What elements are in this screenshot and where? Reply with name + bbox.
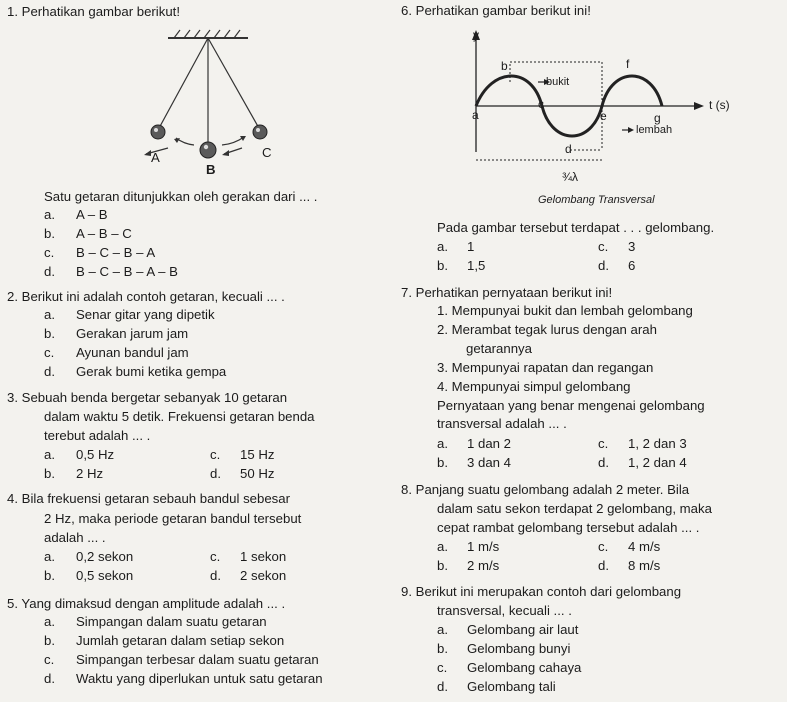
q8-option-a[interactable]: 1 m/s: [467, 539, 500, 554]
q3-option-label: c.: [210, 447, 221, 462]
q5-option-b[interactable]: Jumlah getaran dalam setiap sekon: [76, 633, 285, 648]
q5-option-label: d.: [44, 671, 55, 686]
q1-stem: 1. Perhatikan gambar berikut!: [7, 4, 180, 19]
q1-option-a[interactable]: A – B: [76, 207, 108, 222]
q1-option-label: a.: [44, 207, 55, 222]
wave-label-e: e: [600, 109, 607, 123]
q7-option-label: b.: [437, 455, 448, 470]
wave-label-c: c: [538, 97, 544, 111]
pendulum-figure: [140, 26, 300, 176]
q6-option-b[interactable]: 1,5: [467, 258, 486, 273]
q7-option-label: a.: [437, 436, 448, 451]
wave-label-f: f: [626, 57, 630, 71]
q1-option-b[interactable]: A – B – C: [76, 226, 132, 241]
q7-option-label: c.: [598, 436, 609, 451]
q1-option-label: d.: [44, 264, 55, 279]
wave-label-b: b: [501, 59, 508, 73]
q5-option-label: a.: [44, 614, 55, 629]
q2-stem: 2. Berikut ini adalah contoh getaran, kecuali ... .: [7, 289, 285, 304]
q6-option-label: d.: [598, 258, 609, 273]
q5-option-a[interactable]: Simpangan dalam suatu getaran: [76, 614, 267, 629]
q3-option-d[interactable]: 50 Hz: [240, 466, 275, 481]
q7-option-label: d.: [598, 455, 609, 470]
q2-option-d[interactable]: Gerak bumi ketika gempa: [76, 364, 227, 379]
q1-option-label: c.: [44, 245, 55, 260]
q2-option-b[interactable]: Gerakan jarum jam: [76, 326, 189, 341]
q4-line: adalah ... .: [44, 530, 106, 545]
q4-option-label: d.: [210, 568, 221, 583]
q5-option-label: c.: [44, 652, 55, 667]
q3-line: 3. Sebuah benda bergetar sebanyak 10 getaran: [7, 390, 288, 405]
pendulum-label-a: A: [151, 150, 160, 165]
q9-option-c[interactable]: Gelombang cahaya: [467, 660, 582, 675]
q8-option-label: c.: [598, 539, 609, 554]
q2-option-label: d.: [44, 364, 55, 379]
q4-option-label: c.: [210, 549, 221, 564]
q4-option-label: a.: [44, 549, 55, 564]
q4-option-c[interactable]: 1 sekon: [240, 549, 287, 564]
wave-label-a: a: [472, 108, 479, 122]
q7-option-a[interactable]: 1 dan 2: [467, 436, 511, 451]
q3-line: dalam waktu 5 detik. Frekuensi getaran benda: [44, 409, 315, 424]
q4-line: 4. Bila frekuensi getaran sebauh bandul sebesar: [7, 491, 290, 506]
q3-option-label: d.: [210, 466, 221, 481]
wave-label-lambda: ¾λ: [562, 170, 579, 184]
q7-option-c[interactable]: 1, 2 dan 3: [628, 436, 687, 451]
q7-line: transversal adalah ... .: [437, 416, 567, 431]
q9-line: transversal, kecuali ... .: [437, 603, 572, 618]
q3-option-label: b.: [44, 466, 55, 481]
q3-option-b[interactable]: 2 Hz: [76, 466, 104, 481]
q6-question: Pada gambar tersebut terdapat . . . gelombang.: [437, 220, 715, 235]
wave-label-bukit: bukit: [546, 76, 570, 88]
wave-caption: Gelombang Transversal: [538, 194, 655, 206]
q3-option-c[interactable]: 15 Hz: [240, 447, 275, 462]
q8-option-c[interactable]: 4 m/s: [628, 539, 661, 554]
q8-option-label: d.: [598, 558, 609, 573]
q9-option-label: a.: [437, 622, 448, 637]
q4-option-a[interactable]: 0,2 sekon: [76, 549, 134, 564]
q7-item: getarannya: [466, 341, 532, 356]
wave-label-y: y: [473, 28, 479, 42]
q8-line: 8. Panjang suatu gelombang adalah 2 meter. Bila: [401, 482, 690, 497]
wave-label-t: t (s): [709, 98, 730, 112]
q9-option-label: b.: [437, 641, 448, 656]
q8-option-d[interactable]: 8 m/s: [628, 558, 661, 573]
q5-stem: 5. Yang dimaksud dengan amplitude adalah ... .: [7, 596, 286, 611]
q1-option-label: b.: [44, 226, 55, 241]
q7-option-b[interactable]: 3 dan 4: [467, 455, 511, 470]
q4-option-b[interactable]: 0,5 sekon: [76, 568, 134, 583]
q4-line: 2 Hz, maka periode getaran bandul tersebut: [44, 511, 302, 526]
q6-option-d[interactable]: 6: [628, 258, 636, 273]
q9-option-a[interactable]: Gelombang air laut: [467, 622, 579, 637]
bob-a: [151, 125, 165, 139]
wave-label-g: g: [654, 111, 661, 125]
q8-option-label: a.: [437, 539, 448, 554]
q4-option-label: b.: [44, 568, 55, 583]
q5-option-c[interactable]: Simpangan terbesar dalam suatu getaran: [76, 652, 319, 667]
q9-option-d[interactable]: Gelombang tali: [467, 679, 556, 694]
q2-option-a[interactable]: Senar gitar yang dipetik: [76, 307, 215, 322]
q6-option-label: a.: [437, 239, 448, 254]
q3-option-a[interactable]: 0,5 Hz: [76, 447, 115, 462]
q9-option-label: c.: [437, 660, 448, 675]
q7-item: 4. Mempunyai simpul gelombang: [437, 379, 631, 394]
q2-option-label: b.: [44, 326, 55, 341]
wave-label-d: d: [565, 142, 572, 156]
q1-question: Satu getaran ditunjukkan oleh gerakan dari ... .: [44, 189, 318, 204]
q7-item: 2. Merambat tegak lurus dengan arah: [437, 322, 657, 337]
q4-option-d[interactable]: 2 sekon: [240, 568, 287, 583]
q2-option-label: a.: [44, 307, 55, 322]
q6-option-label: c.: [598, 239, 609, 254]
q5-option-d[interactable]: Waktu yang diperlukan untuk satu getaran: [76, 671, 323, 686]
q8-option-b[interactable]: 2 m/s: [467, 558, 500, 573]
q6-option-a[interactable]: 1: [467, 239, 475, 254]
bob-c: [253, 125, 267, 139]
pendulum-label-b: B: [206, 162, 216, 177]
q7-stem: 7. Perhatikan pernyataan berikut ini!: [401, 285, 613, 300]
q5-option-label: b.: [44, 633, 55, 648]
q2-option-label: c.: [44, 345, 55, 360]
q7-option-d[interactable]: 1, 2 dan 4: [628, 455, 687, 470]
q6-option-c[interactable]: 3: [628, 239, 636, 254]
q7-item: 3. Mempunyai rapatan dan regangan: [437, 360, 654, 375]
q7-line: Pernyataan yang benar mengenai gelombang: [437, 398, 705, 413]
q6-option-label: b.: [437, 258, 448, 273]
wave-label-lembah: lembah: [636, 124, 673, 136]
q1-option-c[interactable]: B – C – B – A: [76, 245, 156, 260]
q3-option-label: a.: [44, 447, 55, 462]
q8-line: cepat rambat gelombang tersebut adalah ... .: [437, 520, 700, 535]
pendulum-label-c: C: [262, 145, 272, 160]
q9-option-label: d.: [437, 679, 448, 694]
q8-line: dalam satu sekon terdapat 2 gelombang, maka: [437, 501, 712, 516]
q9-line: 9. Berikut ini merupakan contoh dari gelombang: [401, 584, 682, 599]
wave-figure: [462, 26, 712, 196]
q2-option-c[interactable]: Ayunan bandul jam: [76, 345, 189, 360]
q1-option-d[interactable]: B – C – B – A – B: [76, 264, 178, 279]
q9-option-b[interactable]: Gelombang bunyi: [467, 641, 571, 656]
bob-b: [200, 142, 216, 158]
q6-stem: 6. Perhatikan gambar berikut ini!: [401, 3, 591, 18]
q3-line: terebut adalah ... .: [44, 428, 151, 443]
q8-option-label: b.: [437, 558, 448, 573]
q7-item: 1. Mempunyai bukit dan lembah gelombang: [437, 303, 693, 318]
